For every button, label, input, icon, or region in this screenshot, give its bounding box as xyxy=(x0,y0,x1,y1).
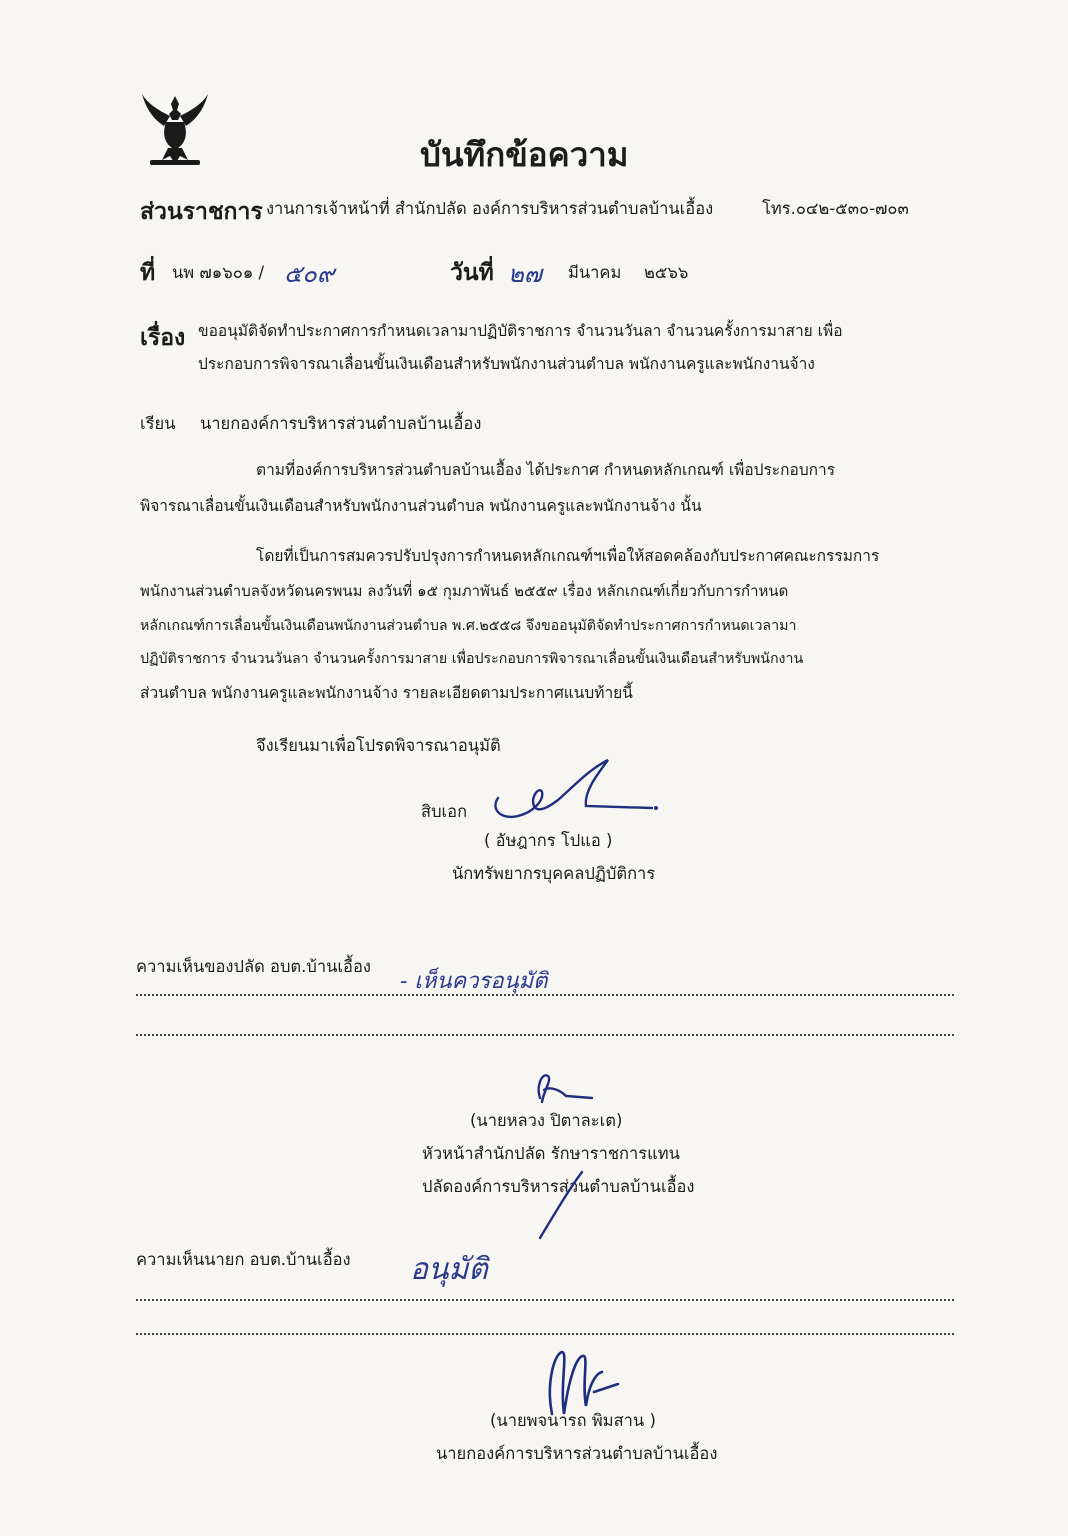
body-para2-line: ปฏิบัติราชการ จำนวนวันลา จำนวนครั้งการมาสาย เพื่อประกอบการพิจารณาเลื่อนขั้นเงินเดือนสำหรับพนักงาน xyxy=(140,651,804,667)
subject-line-1: ขออนุมัติจัดทำประกาศการกำหนดเวลามาปฏิบัติราชการ จำนวนวันลา จำนวนครั้งการมาสาย เพื่อ xyxy=(198,322,843,340)
date-year: ๒๕๖๖ xyxy=(644,263,689,282)
body-para2-line: พนักงานส่วนตำบลจังหวัดนครพนม ลงวันที่ ๑๕ กุมภาพันธ์ ๒๕๕๙ เรื่อง หลักเกณฑ์เกี่ยวกับการกำหนด xyxy=(140,582,789,600)
body-para2-line: โดยที่เป็นการสมควรปรับปรุงการกำหนดหลักเกณฑ์ฯเพื่อให้สอดคล้องกับประกาศคณะกรรมการ xyxy=(256,547,880,565)
body-para2-line: หลักเกณฑ์การเลื่อนขั้นเงินเดือนพนักงานส่วนตำบล พ.ศ.๒๕๕๘ จึงขออนุมัติจัดทำประกาศการกำหนดเวลามา xyxy=(140,618,797,634)
opinion1-dotted-line xyxy=(136,994,954,996)
date-label: วันที่ xyxy=(450,260,494,286)
signer1-name: ( อัษฎากร โปแอ ) xyxy=(484,831,613,850)
opinion1-handwritten: - เห็นควรอนุมัติ xyxy=(400,969,548,994)
subject-line-2: ประกอบการพิจารณาเลื่อนขั้นเงินเดือนสำหรับพนักงานส่วนตำบล พนักงานครูและพนักงานจ้าง xyxy=(198,355,815,373)
signer3-position: นายกองค์การบริหารส่วนตำบลบ้านเอื้อง xyxy=(436,1444,718,1463)
signer2-name: (นายหลวง ปิตาละเต) xyxy=(470,1111,623,1130)
garuda-emblem-icon xyxy=(140,90,210,168)
signer1-rank: สิบเอก xyxy=(421,802,468,821)
signer3-name: (นายพจนารถ พิมสาน ) xyxy=(490,1411,656,1430)
opinion1-dotted-line xyxy=(136,1034,954,1036)
salutation-label: เรียน xyxy=(140,414,176,433)
opinion2-dotted-line xyxy=(136,1333,954,1335)
body-para2-line: ส่วนตำบล พนักงานครูและพนักงานจ้าง รายละเอียดตามประกาศแนบท้ายนี้ xyxy=(140,684,633,702)
signer2-position-2: ปลัดองค์การบริหารส่วนตำบลบ้านเอื้อง xyxy=(422,1177,695,1196)
ref-number-handwritten: ๕๐๙ xyxy=(284,260,335,288)
signature-1-icon xyxy=(488,758,663,828)
body-para1-line: ตามที่องค์การบริหารส่วนตำบลบ้านเอื้อง ได้ประกาศ กำหนดหลักเกณฑ์ เพื่อประกอบการ xyxy=(256,461,836,479)
agency-value: งานการเจ้าหน้าที่ สำนักปลัด องค์การบริหารส่วนตำบลบ้านเอื้อง xyxy=(266,199,714,218)
agency-phone: โทร.๐๔๒-๕๓๐-๗๐๓ xyxy=(762,199,909,218)
salutation-value: นายกองค์การบริหารส่วนตำบลบ้านเอื้อง xyxy=(200,414,482,433)
approval-stroke-icon xyxy=(520,1168,590,1248)
agency-label: ส่วนราชการ xyxy=(140,199,263,225)
date-day-handwritten: ๒๗ xyxy=(508,260,542,288)
subject-label: เรื่อง xyxy=(140,325,186,351)
ref-number-prefix: นพ ๗๑๖๐๑ / xyxy=(172,263,265,282)
body-closing: จึงเรียนมาเพื่อโปรดพิจารณาอนุมัติ xyxy=(256,736,501,755)
opinion2-dotted-line xyxy=(136,1299,954,1301)
body-para1-line: พิจารณาเลื่อนขั้นเงินเดือนสำหรับพนักงานส่วนตำบล พนักงานครูและพนักงานจ้าง นั้น xyxy=(140,497,702,515)
opinion2-label: ความเห็นนายก อบต.บ้านเอื้อง xyxy=(136,1250,351,1269)
signer1-position: นักทรัพยากรบุคคลปฏิบัติการ xyxy=(452,864,656,883)
signer2-position-1: หัวหน้าสำนักปลัด รักษาราชการแทน xyxy=(422,1144,680,1163)
opinion1-label: ความเห็นของปลัด อบต.บ้านเอื้อง xyxy=(136,957,371,976)
memo-title: บันทึกข้อความ xyxy=(420,135,629,174)
opinion2-handwritten: อนุมัติ xyxy=(410,1252,488,1287)
signature-2-icon xyxy=(530,1068,600,1108)
date-month: มีนาคม xyxy=(568,263,622,282)
ref-label: ที่ xyxy=(140,260,156,286)
